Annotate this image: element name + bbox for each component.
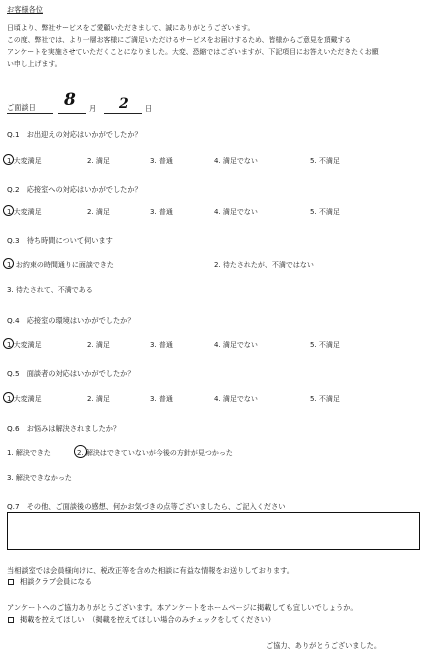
day-label: 日 [145, 104, 153, 113]
q5-option-2[interactable]: 2. 満足 [87, 395, 110, 403]
q1-question: Q.1 お出迎えの対応はいかがでしたか？ [7, 130, 142, 139]
publish-checkbox[interactable] [8, 617, 14, 623]
q1-selected-circle [3, 154, 14, 165]
q4-option-2[interactable]: 2. 満足 [87, 341, 110, 349]
q3-option-2[interactable]: 2. 待たされたが、不満ではない [214, 261, 314, 269]
comment-box[interactable] [7, 512, 420, 550]
month-label: 月 [89, 104, 97, 113]
q2-selected-circle [3, 205, 14, 216]
q5-question: Q.5 面談者の対応はいかがでしたか？ [7, 369, 135, 378]
q4-option-5[interactable]: 5. 不満足 [310, 341, 340, 349]
intro-line-2: この度、弊社では、より一層お客様にご満足いただけるサービスをお届けするため、皆様からご意見を頂戴する [7, 36, 352, 44]
q2-option-2[interactable]: 2. 満足 [87, 208, 110, 216]
intro-line-1: 日頃より、弊社サービスをご愛顧いただきまして、誠にありがとうございます。 [7, 24, 255, 32]
q4-option-3[interactable]: 3. 普通 [150, 341, 173, 349]
q4-option-4[interactable]: 4. 満足でない [214, 341, 258, 349]
q3-option-1[interactable]: 1. お約束の時間通りに面談できた [7, 261, 114, 269]
publish-question: アンケートへのご協力ありがとうございます。本アンケートをホームページに掲載しても宜しいでしょうか。 [7, 603, 358, 612]
intro-line-4: い申し上げます。 [7, 60, 62, 68]
date-label: ご面談日 [7, 103, 36, 112]
q1-option-4[interactable]: 4. 満足でない [214, 157, 258, 165]
q5-option-1[interactable]: 1.大変満足 [7, 395, 42, 403]
q6-option-3[interactable]: 3. 解決できなかった [7, 474, 72, 482]
q4-selected-circle [3, 338, 14, 349]
closing-text: ご協力、ありがとうございました。 [266, 641, 382, 650]
q5-option-3[interactable]: 3. 普通 [150, 395, 173, 403]
q6-question: Q.6 お悩みは解決されましたか？ [7, 424, 121, 433]
q1-option-2[interactable]: 2. 満足 [87, 157, 110, 165]
date-label-underline [7, 113, 53, 114]
publish-option-label: 掲載を控えてほしい （掲載を控えてほしい場合のみチェックをしてください） [20, 615, 275, 624]
intro-line-3: アンケートを実施させていただくことになりました。大変、恐縮ではございますが、下記項目にお答えいただきたくお願 [7, 48, 379, 56]
q1-option-1[interactable]: 1.大変満足 [7, 157, 42, 165]
q5-selected-circle [3, 392, 14, 403]
q3-option-3[interactable]: 3. 待たされて、不満である [7, 286, 93, 294]
q3-question: Q.3 待ち時間について伺います [7, 236, 113, 245]
q5-option-4[interactable]: 4. 満足でない [214, 395, 258, 403]
q1-option-5[interactable]: 5. 不満足 [310, 157, 340, 165]
q2-question: Q.2 応接室への対応はいかがでしたか？ [7, 185, 142, 194]
q2-option-4[interactable]: 4. 満足でない [214, 208, 258, 216]
q2-option-3[interactable]: 3. 普通 [150, 208, 173, 216]
month-underline [58, 113, 86, 114]
q6-selected-circle [74, 445, 87, 458]
club-info-text: 当相談室では会員様向けに、税改正等を含めた相談に有益な情報をお送りしております。 [7, 566, 294, 575]
q6-option-1[interactable]: 1. 解決できた [7, 449, 51, 457]
month-value[interactable]: 8 [64, 90, 76, 110]
q2-option-5[interactable]: 5. 不満足 [310, 208, 340, 216]
club-checkbox[interactable] [8, 579, 14, 585]
q1-option-3[interactable]: 3. 普通 [150, 157, 173, 165]
day-value[interactable]: 2 [119, 96, 129, 112]
greeting-header: お客様各位 [7, 5, 43, 14]
q4-option-1[interactable]: 1.大変満足 [7, 341, 42, 349]
q6-option-2[interactable]: 2. 解決はできていないが今後の方針が見つかった [77, 449, 233, 457]
club-option-label: 相談クラブ会員になる [20, 577, 92, 586]
q3-selected-circle [3, 258, 14, 269]
q7-question: Q.7 その他、ご面談後の感想、何かお気づきの点等ございましたら、ご記入ください [7, 502, 286, 511]
q4-question: Q.4 応接室の環境はいかがでしたか？ [7, 316, 135, 325]
day-underline [104, 113, 142, 114]
q5-option-5[interactable]: 5. 不満足 [310, 395, 340, 403]
q2-option-1[interactable]: 1.大変満足 [7, 208, 42, 216]
